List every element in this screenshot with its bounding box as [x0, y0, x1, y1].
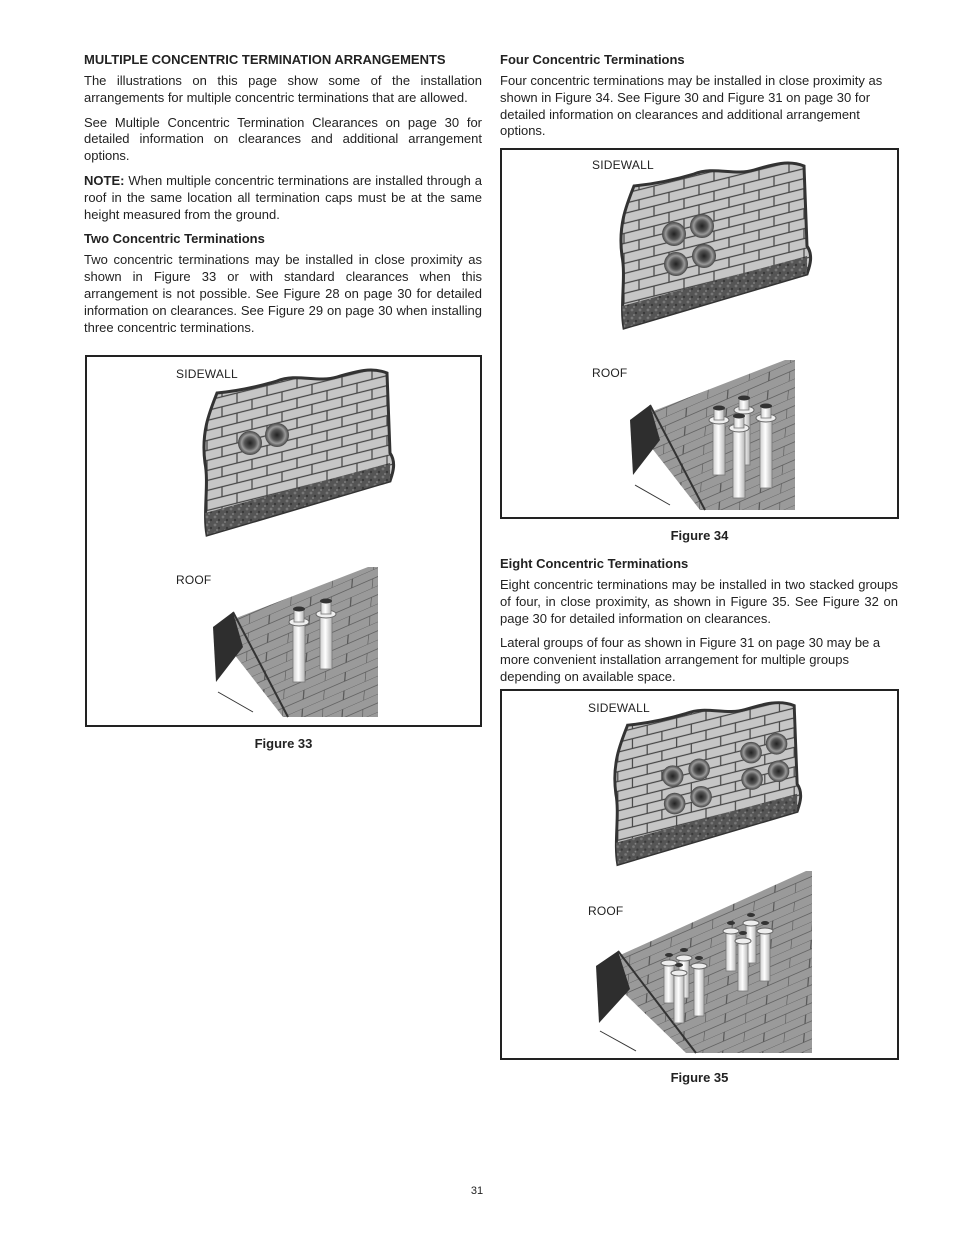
right-column-lower	[500, 556, 898, 694]
intro-paragraph: The illustrations on this page show some of the installation arrangements for multiple concentric terminations that are allowed.	[84, 73, 482, 105]
fig33-sidewall-label: SIDEWALL	[176, 367, 238, 381]
fig35-roof-label: ROOF	[588, 904, 624, 918]
eight-terminations-paragraph: Eight concentric terminations may be installed in two stacked groups of four, in close proximity, as shown in Figure 35. See Figure 32 on page 30 for detailed information on clearances.	[500, 577, 898, 626]
two-terminations-paragraph: Two concentric terminations may be installed in close proximity as shown in Figure 33 or with standard clearances when this arrangement is not possible. See Figure 28 on page 30 for detailed information on clearances. See Figure 29 on page 30 when installing three concentric terminations.	[84, 252, 482, 335]
figure-34-frame	[500, 148, 899, 519]
page-number: 31	[470, 1185, 484, 1197]
fig34-sidewall-illustration	[614, 156, 814, 334]
left-column	[84, 52, 482, 344]
fig33-roof-label: ROOF	[176, 573, 212, 587]
note-label: NOTE:	[84, 172, 125, 188]
clearances-paragraph: See Multiple Concentric Termination Clearances on page 30 for detailed information on clearances and additional arrangement options.	[84, 114, 482, 164]
fig33-roof-illustration	[213, 567, 383, 722]
fig35-sidewall-label: SIDEWALL	[588, 701, 650, 715]
note-paragraph	[84, 173, 482, 223]
lateral-groups-paragraph: Lateral groups of four as shown in Figure 31 on page 30 may be a more convenient installation arrangement for multiple groups depending on available space.	[500, 635, 881, 684]
four-terminations-paragraph: Four concentric terminations may be installed in close proximity as shown in Figure 34. See Figure 30 and Figure 31 on page 30 for detailed information on clearances and additional arrangement options.	[500, 73, 883, 139]
fig34-roof-illustration	[630, 360, 800, 515]
figure-33-caption: Figure 33	[254, 736, 313, 751]
fig33-sidewall-illustration	[197, 363, 397, 543]
fig33-wall-cap-2	[265, 423, 289, 447]
figure-33-frame	[85, 355, 482, 727]
section-heading: MULTIPLE CONCENTRIC TERMINATION ARRANGEMENTS	[84, 52, 446, 67]
eight-terminations-heading: Eight Concentric Terminations	[500, 556, 689, 571]
fig35-sidewall-illustration	[608, 695, 804, 871]
figure-35-frame	[500, 689, 899, 1060]
fig34-sidewall-label: SIDEWALL	[592, 158, 654, 172]
figure-35-caption: Figure 35	[670, 1070, 729, 1085]
fig34-roof-label: ROOF	[592, 366, 628, 380]
figure-34-caption: Figure 34	[670, 528, 729, 543]
note-text: When multiple concentric terminations are installed through a roof in the same location all termination caps must be at the same height measured from the ground.	[84, 172, 482, 222]
two-terminations-heading: Two Concentric Terminations	[84, 231, 265, 247]
four-terminations-heading: Four Concentric Terminations	[500, 52, 685, 67]
fig35-roof-illustration	[596, 871, 814, 1057]
right-column	[500, 52, 898, 148]
fig33-wall-cap-1	[238, 431, 262, 455]
